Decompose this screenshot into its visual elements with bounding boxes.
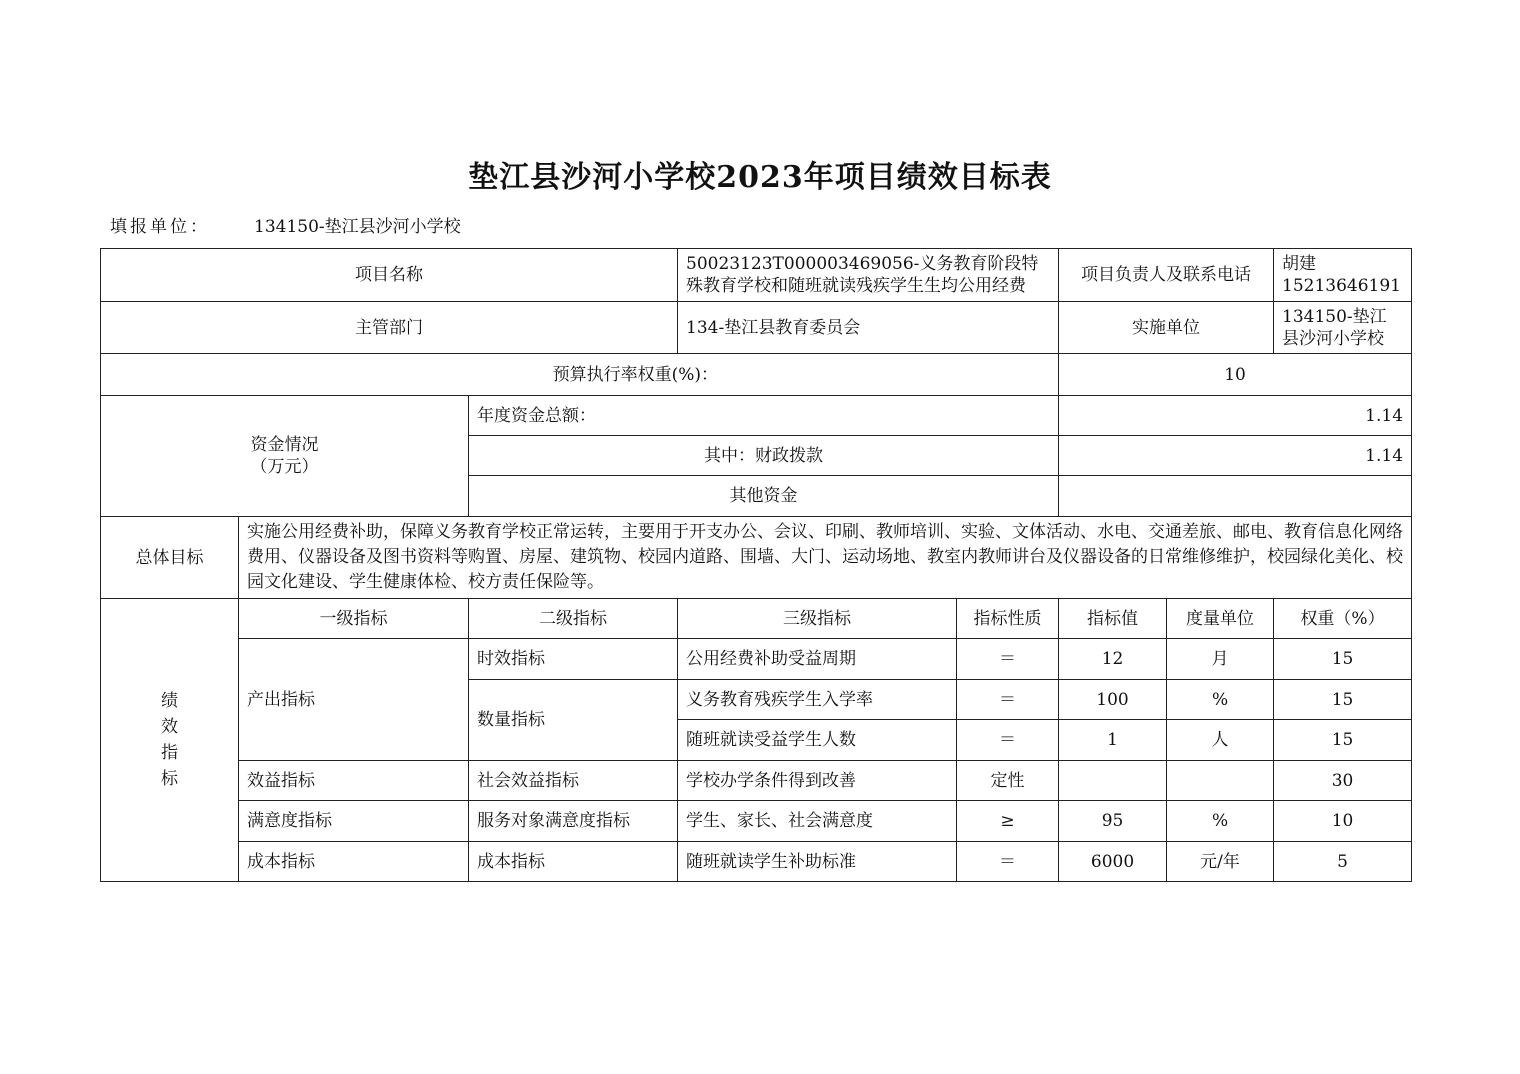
unit-cell: 月 — [1167, 639, 1274, 680]
funds-label-cell — [101, 396, 469, 517]
budget-weight-row — [101, 354, 1412, 396]
nature-cell: 定性 — [957, 761, 1059, 801]
nature-cell: ＝ — [957, 639, 1059, 680]
department-label: 主管部门 — [101, 302, 678, 354]
project-contact-label: 项目负责人及联系电话 — [1059, 249, 1274, 302]
weight-cell: 30 — [1274, 761, 1412, 801]
indicator-header-row — [101, 599, 1412, 639]
nature-cell: ＝ — [957, 680, 1059, 720]
funds-other-label: 其他资金 — [469, 476, 1059, 517]
filler-unit-label: 填报单位： — [110, 217, 210, 237]
funds-total-row — [101, 396, 1412, 436]
value-cell: 12 — [1059, 639, 1167, 680]
unit-cell: 元/年 — [1167, 842, 1274, 882]
value-cell: 6000 — [1059, 842, 1167, 882]
budget-weight-label: 预算执行率权重(%)： — [101, 354, 1059, 396]
level2-cost: 成本指标 — [469, 842, 678, 882]
table-row — [101, 761, 1412, 801]
level2-quantity: 数量指标 — [469, 680, 678, 761]
level1-cost: 成本指标 — [239, 842, 469, 882]
level3-cell: 公用经费补助受益周期 — [678, 639, 957, 680]
funds-fiscal-label: 其中：财政拨款 — [469, 436, 1059, 476]
project-contact-value: 胡建 15213646191 — [1274, 249, 1412, 302]
implementing-unit-label: 实施单位 — [1059, 302, 1274, 354]
nature-cell: ≥ — [957, 801, 1059, 842]
project-name-value: 50023123T000003469056-义务教育阶段特殊教育学校和随班就读残疾学生生均公用经费 — [678, 249, 1059, 302]
weight-cell: 15 — [1274, 720, 1412, 761]
header-level3: 三级指标 — [678, 599, 957, 639]
weight-cell: 10 — [1274, 801, 1412, 842]
unit-cell: 人 — [1167, 720, 1274, 761]
header-unit: 度量单位 — [1167, 599, 1274, 639]
project-name-label: 项目名称 — [101, 249, 678, 302]
header-weight: 权重（%） — [1274, 599, 1412, 639]
nature-cell: ＝ — [957, 842, 1059, 882]
indicator-section-label — [101, 599, 239, 882]
header-nature: 指标性质 — [957, 599, 1059, 639]
level1-benefit: 效益指标 — [239, 761, 469, 801]
level3-cell: 随班就读受益学生人数 — [678, 720, 957, 761]
value-cell: 100 — [1059, 680, 1167, 720]
level2-service-satisfaction: 服务对象满意度指标 — [469, 801, 678, 842]
filler-unit — [110, 212, 461, 237]
filler-unit-value: 134150-垫江县沙河小学校 — [254, 217, 461, 237]
header-level1: 一级指标 — [239, 599, 469, 639]
unit-cell: % — [1167, 801, 1274, 842]
header-value: 指标值 — [1059, 599, 1167, 639]
table-row — [101, 801, 1412, 842]
weight-cell: 15 — [1274, 680, 1412, 720]
department-row — [101, 302, 1412, 354]
funds-other-value — [1059, 476, 1412, 517]
value-cell: 95 — [1059, 801, 1167, 842]
funds-fiscal-value: 1.14 — [1059, 436, 1412, 476]
funds-total-label: 年度资金总额： — [469, 396, 1059, 436]
header-level2: 二级指标 — [469, 599, 678, 639]
overall-goal-label: 总体目标 — [101, 517, 239, 599]
project-name-row — [101, 249, 1412, 302]
overall-goal-text: 实施公用经费补助，保障义务教育学校正常运转，主要用于开支办公、会议、印刷、教师培训、实验、文体活动、水电、交通差旅、邮电、教育信息化网络费用、仪器设备及图书资料等购置、房屋、建筑物、校园内道路、围墙、大门、运动场地、教室内教师讲台及仪器设备的日常维修维护，校园绿化美化、校园文化建设、学生健康体检、校方责任保险等。 — [239, 517, 1412, 599]
nature-cell: ＝ — [957, 720, 1059, 761]
funds-unit: （万元） — [250, 457, 319, 477]
table-row — [101, 842, 1412, 882]
level1-satisfaction: 满意度指标 — [239, 801, 469, 842]
indicator-section-text: 绩效指标 — [161, 691, 178, 789]
funds-label: 资金情况 — [250, 435, 319, 455]
level3-cell: 随班就读学生补助标准 — [678, 842, 957, 882]
value-cell — [1059, 761, 1167, 801]
performance-target-table — [100, 248, 1412, 882]
level3-cell: 学校办学条件得到改善 — [678, 761, 957, 801]
implementing-unit-value: 134150-垫江县沙河小学校 — [1274, 302, 1412, 354]
department-value: 134-垫江县教育委员会 — [678, 302, 1059, 354]
page-title: 垫江县沙河小学校2023年项目绩效目标表 — [468, 160, 1052, 195]
level2-timeliness: 时效指标 — [469, 639, 678, 680]
weight-cell: 15 — [1274, 639, 1412, 680]
level3-cell: 义务教育残疾学生入学率 — [678, 680, 957, 720]
unit-cell — [1167, 761, 1274, 801]
value-cell: 1 — [1059, 720, 1167, 761]
budget-weight-value: 10 — [1059, 354, 1412, 396]
table-row — [101, 639, 1412, 680]
funds-total-value: 1.14 — [1059, 396, 1412, 436]
level3-cell: 学生、家长、社会满意度 — [678, 801, 957, 842]
weight-cell: 5 — [1274, 842, 1412, 882]
overall-goal-row — [101, 517, 1412, 599]
level2-social-benefit: 社会效益指标 — [469, 761, 678, 801]
level1-output: 产出指标 — [239, 639, 469, 761]
unit-cell: % — [1167, 680, 1274, 720]
